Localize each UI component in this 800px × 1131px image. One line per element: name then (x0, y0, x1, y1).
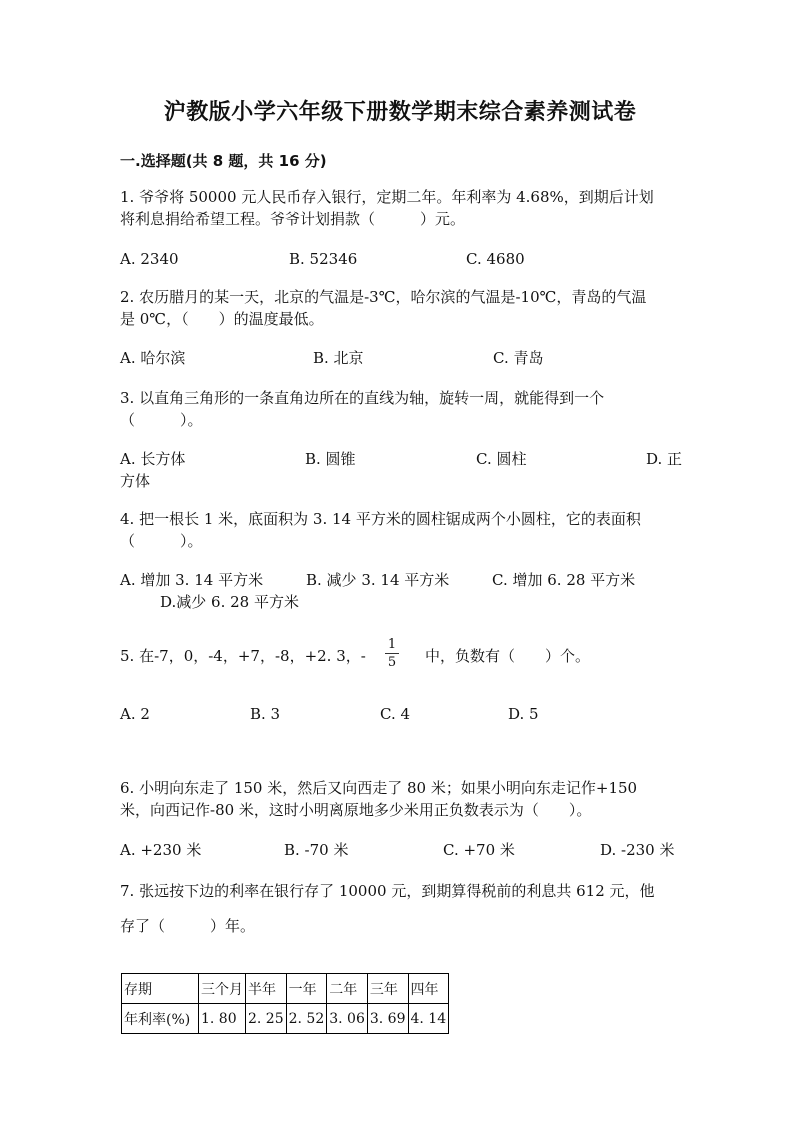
table-row (122, 1004, 449, 1034)
question-6-option-d: D. -230 米 (600, 841, 675, 859)
question-6-line-2: 米，向西记作-80 米，这时小明离原地多少米用正负数表示为（ ）。 (120, 801, 592, 819)
question-4 (120, 508, 675, 552)
question-1-option-c: C. 4680 (466, 250, 525, 268)
question-1-option-a: A. 2340 (120, 250, 179, 268)
question-2-line-1: 2. 农历腊月的某一天，北京的气温是-3℃，哈尔滨的气温是-10℃，青岛的气温 (120, 288, 647, 306)
question-1-option-b: B. 52346 (289, 250, 358, 268)
question-6-option-c: C. +70 米 (443, 841, 515, 859)
question-5-option-c: C. 4 (380, 705, 411, 723)
question-3 (120, 387, 675, 431)
table-header-row (122, 974, 449, 1004)
question-7-line-2: 存了（ ）年。 (120, 917, 256, 935)
table-cell: 2. 25 (246, 1004, 287, 1034)
question-3-option-d-wrap: 方体 (120, 472, 151, 490)
question-3-line-2: （ ）。 (120, 411, 203, 429)
question-2-line-2: 是 0℃，（ ）的温度最低。 (120, 310, 324, 328)
page-title: 沪教版小学六年级下册数学期末综合素养测试卷 (163, 100, 637, 125)
question-5-fraction (385, 637, 399, 670)
question-3-option-c: C. 圆柱 (476, 450, 527, 468)
table-cell: 年利率(%) (122, 1004, 199, 1034)
table-cell: 1. 80 (199, 1004, 246, 1034)
table-cell: 三个月 (199, 974, 246, 1004)
question-3-option-b: B. 圆锥 (305, 450, 356, 468)
question-3-option-d: D. 正 (646, 450, 683, 468)
question-4-option-c: C. 增加 6. 28 平方米 (492, 571, 636, 589)
table-cell: 三年 (367, 974, 408, 1004)
table-cell: 一年 (286, 974, 327, 1004)
table-cell: 四年 (408, 974, 449, 1004)
table-cell: 半年 (246, 974, 287, 1004)
table-cell: 4. 14 (408, 1004, 449, 1034)
table-cell: 2. 52 (286, 1004, 327, 1034)
question-2-option-c: C. 青岛 (493, 349, 544, 367)
question-6-option-a: A. +230 米 (120, 841, 202, 859)
table-cell: 3. 06 (327, 1004, 368, 1034)
table-cell: 3. 69 (367, 1004, 408, 1034)
question-1-line-1: 1. 爷爷将 50000 元人民币存入银行，定期二年。年利率为 4.68%，到期后计划 (120, 188, 654, 206)
fraction-bar (385, 653, 399, 654)
question-3-line-1: 3. 以直角三角形的一条直角边所在的直线为轴，旋转一周，就能得到一个 (120, 389, 605, 407)
question-2-option-a: A. 哈尔滨 (120, 349, 186, 367)
question-5-option-b: B. 3 (250, 705, 281, 723)
question-1-line-2: 将利息捐给希望工程。爷爷计划捐款（ ）元。 (120, 210, 466, 228)
interest-rate-table (121, 973, 449, 1034)
question-4-option-d: D.减少 6. 28 平方米 (160, 593, 299, 611)
section-heading: 一.选择题(共 8 题，共 16 分) (120, 152, 327, 170)
question-4-option-a: A. 增加 3. 14 平方米 (120, 571, 264, 589)
question-6-option-b: B. -70 米 (284, 841, 349, 859)
question-5-option-d: D. 5 (508, 705, 539, 723)
question-4-option-b: B. 减少 3. 14 平方米 (306, 571, 450, 589)
question-1 (120, 186, 675, 230)
question-2 (120, 286, 675, 330)
question-7-line-1: 7. 张远按下边的利率在银行存了 10000 元，到期算得税前的利息共 612 元，他 (120, 882, 655, 900)
question-6-line-1: 6. 小明向东走了 150 米，然后又向西走了 80 米；如果小明向东走记作+150 (120, 779, 638, 797)
question-2-option-b: B. 北京 (313, 349, 364, 367)
question-4-line-1: 4. 把一根长 1 米，底面积为 3. 14 平方米的圆柱锯成两个小圆柱，它的表面积 (120, 510, 641, 528)
table-cell: 存期 (122, 974, 199, 1004)
fraction-numerator: 1 (387, 637, 397, 652)
question-3-option-a: A. 长方体 (120, 450, 186, 468)
question-5-text-after: 中，负数有（ ）个。 (425, 647, 591, 665)
fraction-denominator: 5 (387, 655, 397, 670)
table-cell: 二年 (327, 974, 368, 1004)
question-6 (120, 777, 675, 821)
question-5-option-a: A. 2 (120, 705, 150, 723)
question-5-text-before: 5. 在-7，0，-4，+7，-8，+2. 3，- (120, 647, 366, 665)
question-4-line-2: （ ）。 (120, 532, 203, 550)
